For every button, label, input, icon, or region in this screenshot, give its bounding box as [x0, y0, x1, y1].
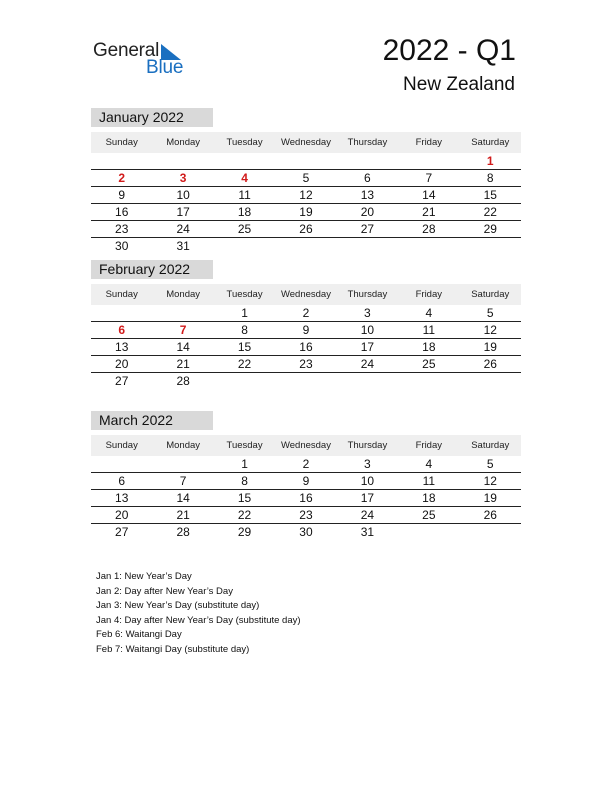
month-january: [91, 108, 521, 254]
date-cell: 12: [483, 323, 497, 337]
date-cell: 26: [299, 222, 313, 236]
holiday-note: Jan 1: New Year’s Day: [96, 571, 192, 582]
holiday-note: Feb 6: Waitangi Day: [96, 629, 182, 640]
date-cell: 14: [422, 188, 436, 202]
date-cell: 4: [425, 457, 433, 471]
date-cell: 21: [176, 357, 190, 371]
date-cell: [275, 153, 336, 169]
date-cell: 28: [422, 222, 436, 236]
week-row: [91, 473, 521, 490]
date-cell: [214, 238, 275, 254]
date-cell: 16: [115, 205, 129, 219]
holiday-note: Jan 4: Day after New Year’s Day (substitute day): [96, 614, 301, 626]
date-cell: 4: [425, 306, 433, 320]
week-row: [91, 322, 521, 339]
date-cell: 30: [115, 239, 129, 253]
date-cell: 27: [360, 222, 375, 236]
date-cell: [337, 153, 398, 169]
date-cell: 7: [179, 474, 187, 488]
week-row: [91, 170, 521, 187]
date-cell: 13: [115, 340, 129, 354]
date-cell: 6: [364, 171, 371, 185]
weekday-label: Thursday: [347, 137, 388, 148]
date-cell: 25: [422, 508, 436, 522]
date-cell: 19: [299, 205, 313, 219]
date-cell: 1: [241, 457, 248, 471]
month-title: January 2022: [91, 108, 213, 127]
weekday-label: Wednesday: [280, 440, 331, 451]
date-cell: 18: [237, 205, 252, 219]
week-row: [91, 356, 521, 373]
date-cell: 13: [360, 188, 375, 202]
date-cell: 22: [237, 357, 252, 371]
brand-logo: [93, 40, 193, 80]
date-cell: [460, 524, 521, 540]
date-cell: 12: [299, 188, 313, 202]
page-title: 2022 - Q1: [382, 34, 516, 67]
date-cell: 10: [176, 188, 190, 202]
weekday-label: Friday: [415, 137, 443, 148]
date-cell: 5: [302, 171, 310, 185]
date-cell: 9: [302, 323, 310, 337]
weekday-label: Thursday: [347, 289, 388, 300]
date-cell: [398, 153, 459, 169]
date-cell: 31: [176, 239, 190, 253]
date-cell: 15: [237, 340, 252, 354]
weekday-header-row: [91, 284, 521, 305]
week-row: [91, 524, 521, 540]
holiday-date-cell: 7: [179, 323, 187, 337]
week-row: [91, 373, 521, 389]
weekday-label: Monday: [166, 289, 201, 300]
week-row: [91, 221, 521, 238]
holiday-note: Feb 7: Waitangi Day (substitute day): [96, 643, 250, 655]
date-cell: 29: [483, 222, 497, 236]
date-cell: 28: [176, 525, 190, 539]
date-cell: 17: [176, 205, 190, 219]
logo-text-blue: Blue: [146, 57, 184, 78]
date-cell: 2: [302, 457, 310, 471]
weekday-label: Saturday: [471, 289, 510, 300]
date-cell: 17: [360, 340, 375, 354]
date-cell: [152, 456, 213, 472]
date-cell: 24: [360, 357, 375, 371]
weekday-label: Sunday: [105, 137, 138, 148]
date-cell: 23: [299, 357, 313, 371]
date-cell: 7: [425, 171, 433, 185]
date-cell: 3: [364, 457, 371, 471]
weekday-label: Tuesday: [226, 137, 263, 148]
weeks-grid: [91, 153, 521, 254]
date-cell: 11: [238, 188, 251, 202]
weekday-label: Monday: [166, 440, 201, 451]
date-cell: [275, 238, 336, 254]
month-march: [91, 411, 521, 540]
week-row: [91, 187, 521, 204]
date-cell: 27: [115, 374, 129, 388]
week-row: [91, 339, 521, 356]
logo-text-general: General: [93, 40, 160, 61]
date-cell: [398, 524, 459, 540]
week-row: [91, 456, 521, 473]
week-row: [91, 204, 521, 221]
date-cell: 30: [299, 525, 313, 539]
date-cell: 13: [115, 491, 129, 505]
date-cell: 19: [483, 340, 497, 354]
date-cell: 6: [118, 474, 126, 488]
date-cell: 27: [115, 525, 129, 539]
week-row: [91, 153, 521, 170]
weekday-label: Monday: [166, 137, 201, 148]
date-cell: 8: [241, 323, 248, 337]
week-row: [91, 238, 521, 254]
week-row: [91, 305, 521, 322]
date-cell: 26: [483, 508, 497, 522]
date-cell: 15: [483, 188, 497, 202]
holiday-note: Jan 2: Day after New Year’s Day: [96, 585, 233, 597]
month-title: March 2022: [91, 411, 213, 430]
week-row: [91, 507, 521, 524]
date-cell: [91, 305, 152, 321]
weekday-header-row: [91, 435, 521, 456]
holiday-note: Jan 3: New Year’s Day (substitute day): [96, 600, 260, 611]
weekday-label: Wednesday: [280, 289, 331, 300]
date-cell: 29: [237, 525, 252, 539]
holiday-notes: [96, 570, 301, 657]
week-row: [91, 490, 521, 507]
date-cell: 11: [422, 323, 436, 337]
date-cell: 17: [360, 491, 375, 505]
date-cell: 23: [115, 222, 129, 236]
date-cell: 18: [422, 491, 436, 505]
weekday-label: Friday: [415, 440, 443, 451]
date-cell: 16: [299, 491, 313, 505]
date-cell: 21: [422, 205, 436, 219]
weekday-label: Saturday: [471, 440, 510, 451]
date-cell: 24: [176, 222, 190, 236]
holiday-date-cell: 1: [486, 154, 494, 168]
date-cell: [91, 456, 152, 472]
weekday-label: Thursday: [347, 440, 388, 451]
month-february: [91, 260, 521, 389]
weekday-label: Saturday: [471, 137, 510, 148]
date-cell: 16: [299, 340, 313, 354]
weekday-label: Friday: [415, 289, 443, 300]
weekday-label: Tuesday: [226, 440, 263, 451]
date-cell: 26: [483, 357, 497, 371]
weekday-label: Sunday: [105, 440, 138, 451]
date-cell: 22: [237, 508, 252, 522]
date-cell: 3: [364, 306, 371, 320]
weekday-label: Wednesday: [280, 137, 331, 148]
date-cell: 5: [486, 306, 494, 320]
date-cell: 19: [483, 491, 497, 505]
holiday-date-cell: 2: [118, 171, 126, 185]
date-cell: [398, 373, 459, 389]
date-cell: 28: [176, 374, 190, 388]
date-cell: 8: [486, 171, 494, 185]
date-cell: 12: [483, 474, 497, 488]
date-cell: 1: [241, 306, 248, 320]
holiday-date-cell: 3: [179, 171, 187, 185]
date-cell: 21: [176, 508, 190, 522]
country-name: New Zealand: [403, 74, 515, 95]
date-cell: 20: [115, 508, 129, 522]
date-cell: [275, 373, 336, 389]
date-cell: 31: [360, 525, 375, 539]
holiday-date-cell: 6: [118, 323, 126, 337]
date-cell: 25: [422, 357, 436, 371]
date-cell: [214, 153, 275, 169]
date-cell: 8: [241, 474, 248, 488]
weeks-grid: [91, 305, 521, 389]
date-cell: 14: [176, 491, 190, 505]
date-cell: [398, 238, 459, 254]
date-cell: [91, 153, 152, 169]
date-cell: 11: [422, 474, 436, 488]
month-title: February 2022: [91, 260, 213, 279]
date-cell: [337, 373, 398, 389]
date-cell: 9: [118, 188, 126, 202]
date-cell: 23: [299, 508, 313, 522]
date-cell: [152, 305, 213, 321]
date-cell: 10: [360, 474, 375, 488]
date-cell: 22: [483, 205, 497, 219]
date-cell: 2: [302, 306, 310, 320]
date-cell: [460, 373, 521, 389]
date-cell: 9: [302, 474, 310, 488]
date-cell: 15: [237, 491, 252, 505]
date-cell: 25: [237, 222, 252, 236]
date-cell: 24: [360, 508, 375, 522]
date-cell: [152, 153, 213, 169]
weekday-label: Sunday: [105, 289, 138, 300]
date-cell: 18: [422, 340, 436, 354]
date-cell: 10: [360, 323, 375, 337]
date-cell: 5: [486, 457, 494, 471]
weeks-grid: [91, 456, 521, 540]
weekday-label: Tuesday: [226, 289, 263, 300]
date-cell: [460, 238, 521, 254]
date-cell: 20: [115, 357, 129, 371]
date-cell: [337, 238, 398, 254]
weekday-header-row: [91, 132, 521, 153]
date-cell: [214, 373, 275, 389]
date-cell: 14: [176, 340, 190, 354]
holiday-date-cell: 4: [241, 171, 248, 185]
date-cell: 20: [360, 205, 375, 219]
